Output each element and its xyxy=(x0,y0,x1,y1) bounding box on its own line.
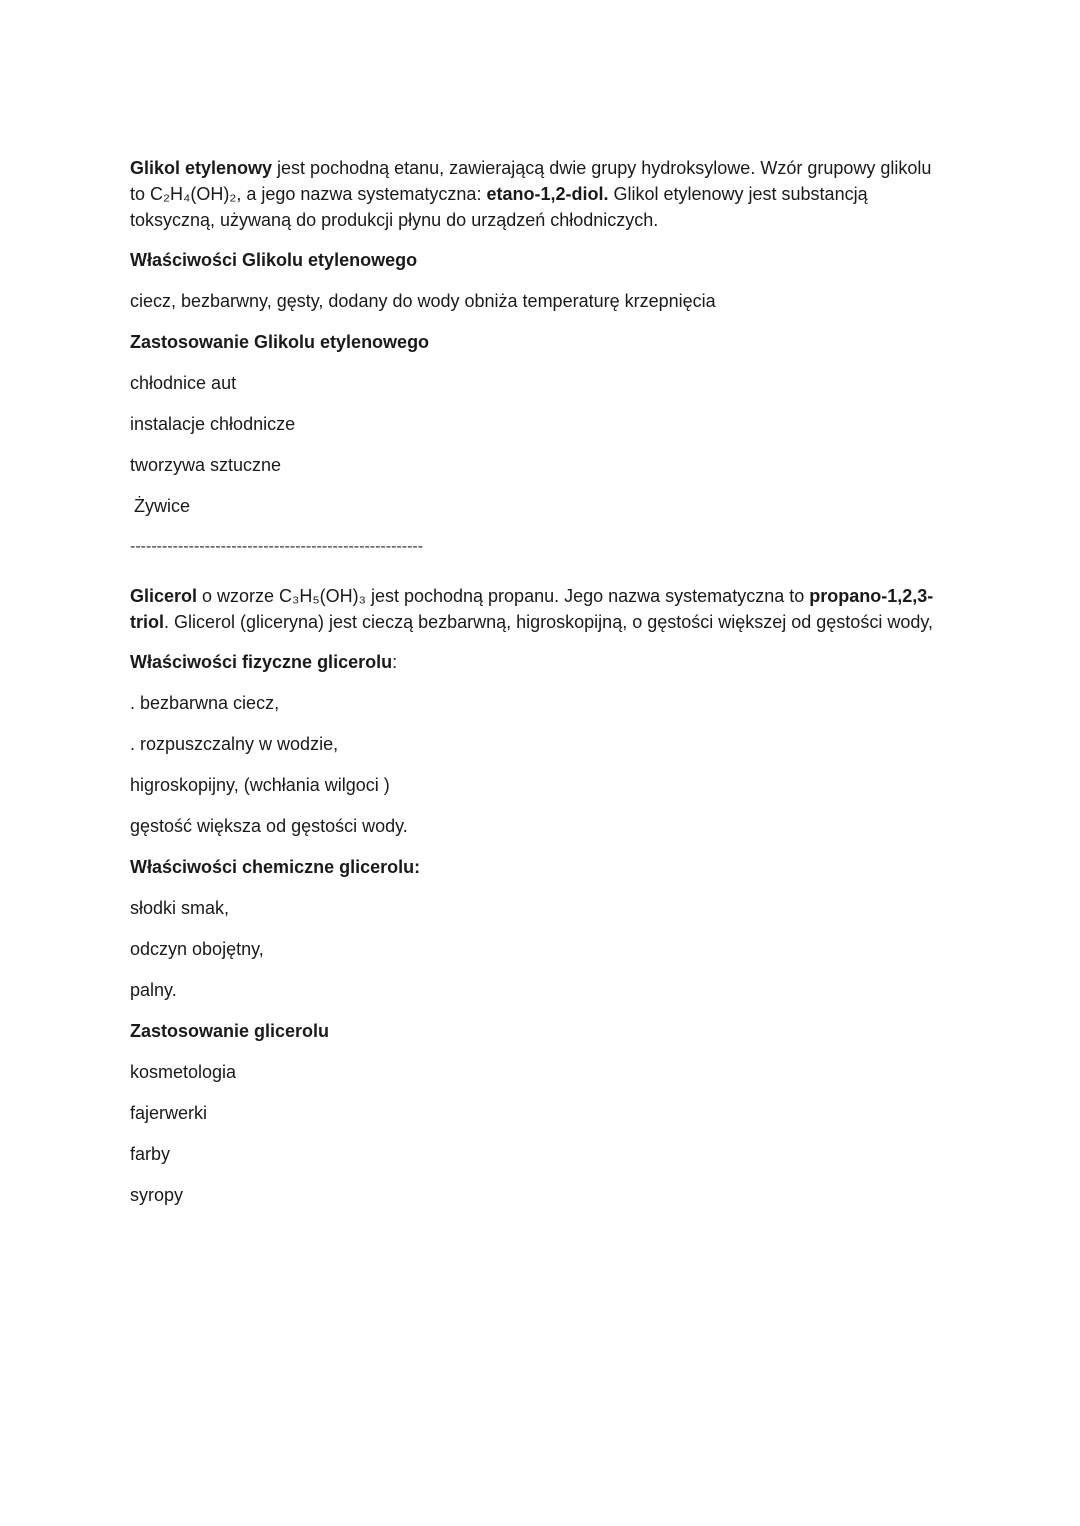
glycol-properties-text: ciecz, bezbarwny, gęsty, dodany do wody obniża temperaturę krzepnięcia xyxy=(130,291,716,311)
list-item: chłodnice aut xyxy=(130,373,237,393)
glycol-intro-text: jest pochodną etanu, zawierającą dwie grupy hydroksylowe. Wzór grupowy glikolu to C₂H₄(OH)₂, a jego nazwa systematyczna: xyxy=(130,158,932,204)
glycerol-intro-paragraph xyxy=(130,583,950,635)
list-item: słodki smak, xyxy=(130,898,230,918)
document-page xyxy=(130,155,950,1223)
glycol-properties-heading: Właściwości Glikolu etylenowego xyxy=(130,250,418,270)
list-item: . rozpuszczalny w wodzie, xyxy=(130,734,339,754)
list-item: higroskopijny, (wchłania wilgoci ) xyxy=(130,775,390,795)
section-separator: ------------------------------------------------------- xyxy=(130,538,424,555)
list-item: tworzywa sztuczne xyxy=(130,455,282,475)
glycerol-systematic-name: propano-1,2,3-triol xyxy=(130,586,934,632)
list-item: fajerwerki xyxy=(130,1103,208,1123)
list-item: syropy xyxy=(130,1185,184,1205)
glycerol-intro-text: o wzorze C₃H₅(OH)₃ jest pochodną propanu. Jego nazwa systematyczna to xyxy=(197,586,810,606)
glycol-systematic-name: etano-1,2-diol. xyxy=(486,184,609,204)
list-item: palny. xyxy=(130,980,177,1000)
list-item: odczyn obojętny, xyxy=(130,939,264,959)
list-item: instalacje chłodnicze xyxy=(130,414,296,434)
glycerol-name: Glicerol xyxy=(130,586,198,606)
list-item: . bezbarwna ciecz, xyxy=(130,693,280,713)
list-item: gęstość większa od gęstości wody. xyxy=(130,816,408,836)
glycol-intro-paragraph xyxy=(130,155,950,233)
list-item: Żywice xyxy=(134,496,191,516)
glycol-name: Glikol etylenowy xyxy=(130,158,273,178)
glycerol-uses-heading: Zastosowanie glicerolu xyxy=(130,1021,330,1041)
heading-colon: : xyxy=(392,652,398,672)
glycerol-chemical-heading: Właściwości chemiczne glicerolu: xyxy=(130,857,421,877)
glycerol-physical-heading-label: Właściwości fizyczne glicerolu xyxy=(130,652,393,672)
glycerol-intro-text-2: . Glicerol (gliceryna) jest cieczą bezbarwną, higroskopijną, o gęstości większej od gęstości wody, xyxy=(164,612,934,632)
glycerol-physical-heading xyxy=(130,649,950,690)
glycol-uses-heading: Zastosowanie Glikolu etylenowego xyxy=(130,332,430,352)
list-item: farby xyxy=(130,1144,171,1164)
list-item: kosmetologia xyxy=(130,1062,237,1082)
glycol-intro-text-2: Glikol etylenowy jest substancją toksyczną, używaną do produkcji płynu do urządzeń chłodniczych. xyxy=(130,184,868,230)
